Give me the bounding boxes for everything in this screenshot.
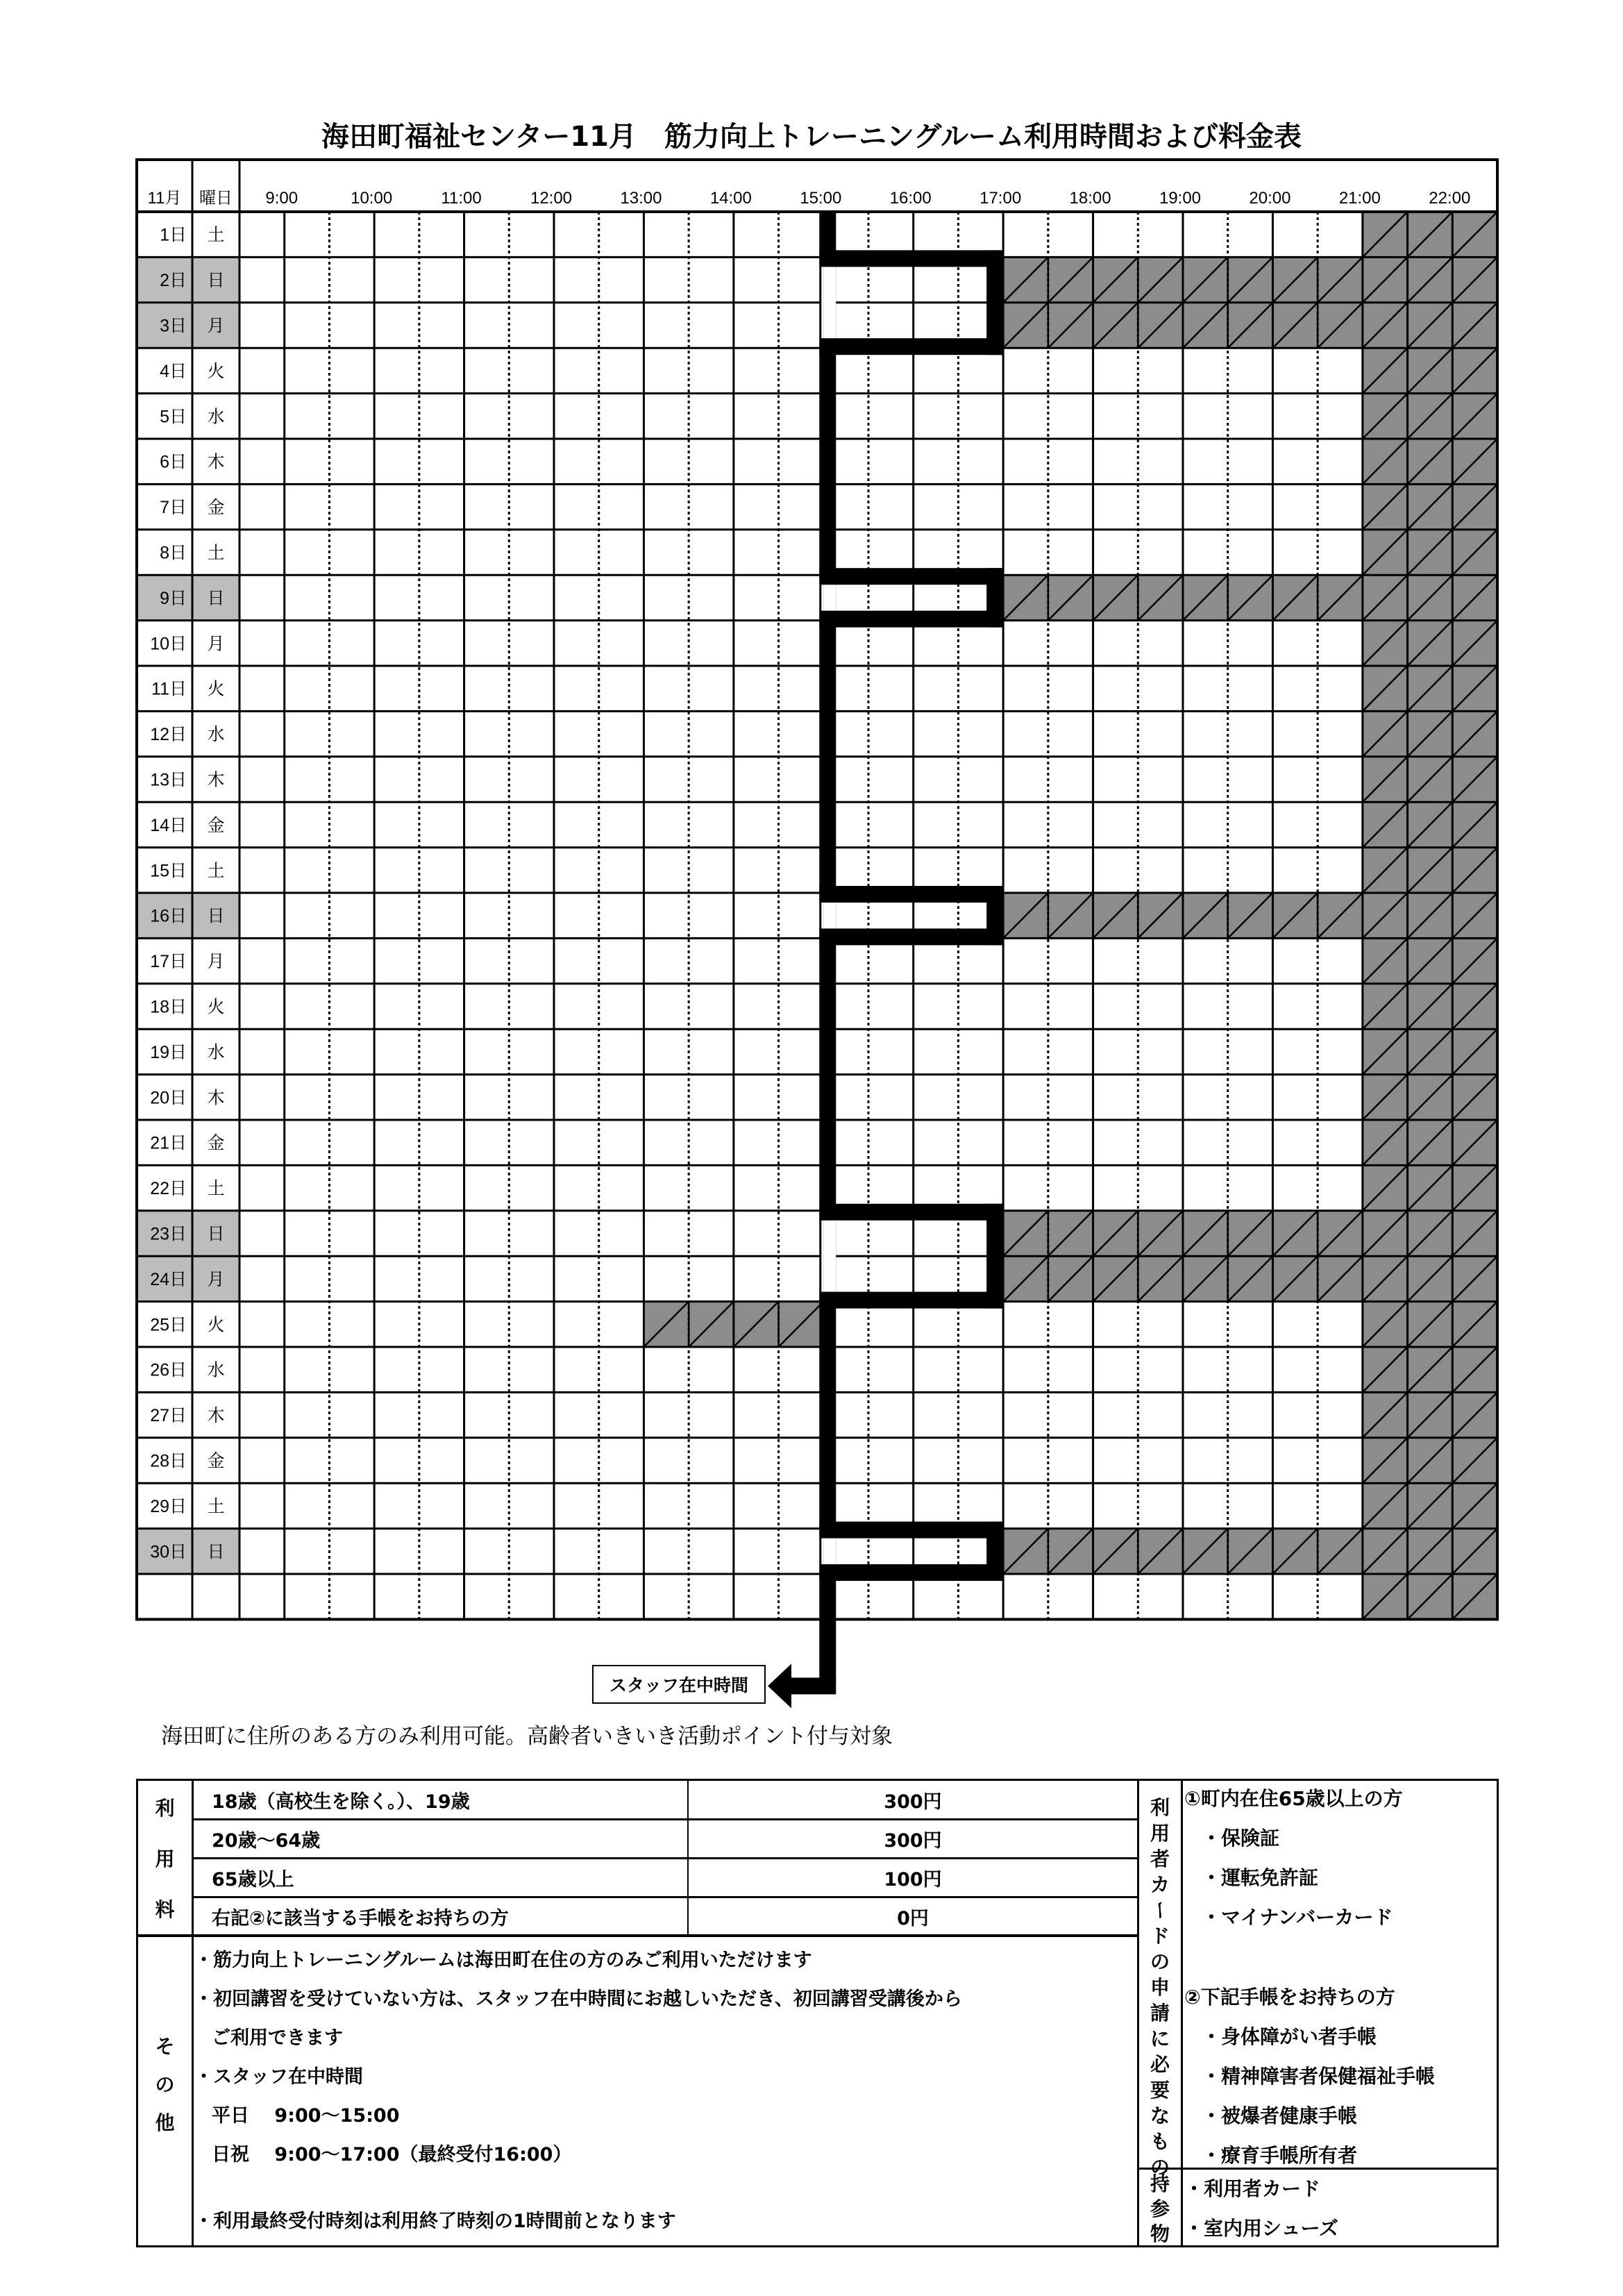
time-label: 14:00 xyxy=(709,189,752,208)
row-date: 22日 xyxy=(150,1179,187,1199)
other-line: ・初回講習を受けていない方は、スタッフ在中時間にお越しいただき、初回講習受講後から xyxy=(194,1988,962,2010)
other-line: ・利用最終受付時刻は利用終了時刻の1時間前となります xyxy=(194,2211,676,2232)
row-weekday: 金 xyxy=(207,1133,225,1153)
row-weekday: 火 xyxy=(207,997,225,1017)
row-date: 13日 xyxy=(150,770,187,790)
row-weekday: 火 xyxy=(207,1315,225,1335)
card-requirements-label xyxy=(1139,1795,1181,2180)
time-label: 13:00 xyxy=(620,189,662,208)
card-group2-item: ・身体障がい者手帳 xyxy=(1202,2025,1377,2048)
bring-item: ・室内用シューズ xyxy=(1184,2217,1339,2240)
fee-price: 300円 xyxy=(884,1830,942,1852)
card-group2-item: ・療育手帳所有者 xyxy=(1202,2144,1358,2167)
time-label: 18:00 xyxy=(1069,189,1111,208)
row-weekday: 日 xyxy=(207,271,225,291)
card-label-char: な xyxy=(1150,2104,1170,2127)
other-label-char: 他 xyxy=(155,2111,175,2134)
time-label: 22:00 xyxy=(1429,189,1471,208)
card-label-char: 要 xyxy=(1150,2079,1170,2102)
row-weekday: 土 xyxy=(207,1496,225,1516)
time-label: 9:00 xyxy=(265,189,298,208)
divider xyxy=(192,1779,194,2247)
fee-category: 右記②に該当する手帳をお持ちの方 xyxy=(212,1908,509,1929)
row-weekday: 火 xyxy=(207,361,225,381)
row-date: 3日 xyxy=(160,316,187,336)
time-label: 10:00 xyxy=(351,189,393,208)
fees-label-char: 料 xyxy=(155,1898,175,1922)
row-weekday: 月 xyxy=(207,316,225,336)
card-group2-item: ・被爆者健康手帳 xyxy=(1202,2104,1358,2127)
row-date: 15日 xyxy=(150,861,187,881)
time-label: 17:00 xyxy=(979,189,1022,208)
row-weekday: 土 xyxy=(207,225,225,245)
row-weekday: 日 xyxy=(207,1542,225,1562)
row-date: 11日 xyxy=(151,679,187,699)
fee-price: 300円 xyxy=(884,1791,942,1813)
card-label-char: 申 xyxy=(1150,1976,1170,1999)
time-label: 11:00 xyxy=(441,189,482,208)
card-label-char: 者 xyxy=(1150,1847,1170,1870)
row-date: 16日 xyxy=(150,906,187,926)
row-date: 9日 xyxy=(160,588,187,608)
card-group1-item: ・マイナンバーカード xyxy=(1202,1906,1393,1929)
bring-label-char: 持 xyxy=(1150,2172,1170,2195)
row-date: 10日 xyxy=(150,634,187,654)
card-label-char: 用 xyxy=(1150,1822,1170,1845)
other-line: 日祝 9:00～17:00（最終受付16:00） xyxy=(212,2144,572,2165)
divider xyxy=(1181,1779,1183,2247)
bring-label-char: 物 xyxy=(1150,2222,1170,2245)
other-line: 平日 9:00～15:00 xyxy=(212,2105,400,2127)
card-label-char: の xyxy=(1150,2156,1170,2179)
row-weekday: 水 xyxy=(207,725,225,745)
card-label-char: カ xyxy=(1150,1873,1170,1896)
time-label: 12:00 xyxy=(530,189,573,208)
bring-item: ・利用者カード xyxy=(1184,2177,1321,2200)
row-date: 17日 xyxy=(150,952,187,972)
row-weekday: 木 xyxy=(207,1406,225,1426)
row-date: 25日 xyxy=(150,1315,187,1335)
row-date: 29日 xyxy=(150,1496,187,1516)
bring-label-char: 参 xyxy=(1150,2197,1170,2220)
other-line: ご利用できます xyxy=(212,2027,343,2049)
header-weekday: 曜日 xyxy=(199,189,233,208)
row-date: 28日 xyxy=(150,1451,187,1471)
card-label-char: 必 xyxy=(1150,2053,1170,2076)
fees-label-char: 利 xyxy=(155,1796,175,1820)
fees-label-char: 用 xyxy=(155,1847,175,1870)
card-group2-title: ②下記手帳をお持ちの方 xyxy=(1184,1986,1395,2009)
card-label-char: に xyxy=(1150,2027,1170,2050)
fees-label xyxy=(138,1782,192,1934)
card-label-char: ー xyxy=(1148,1900,1172,1920)
card-label-char: 請 xyxy=(1150,2002,1170,2025)
other-label-char: の xyxy=(155,2073,175,2096)
row-date: 2日 xyxy=(160,271,187,291)
row-date: 14日 xyxy=(150,815,187,835)
row-weekday: 月 xyxy=(207,634,225,654)
row-weekday: 木 xyxy=(207,1088,225,1108)
row-weekday: 金 xyxy=(207,1451,225,1471)
row-date: 18日 xyxy=(150,997,187,1017)
fee-category: 65歳以上 xyxy=(212,1869,294,1891)
row-date: 21日 xyxy=(150,1133,187,1153)
row-weekday: 水 xyxy=(207,1042,225,1062)
row-date: 6日 xyxy=(160,452,187,472)
row-weekday: 火 xyxy=(207,679,225,699)
divider xyxy=(137,1934,1138,1937)
row-date: 5日 xyxy=(160,407,187,427)
time-label: 19:00 xyxy=(1159,189,1202,208)
card-group2-item: ・精神障害者保健福祉手帳 xyxy=(1202,2065,1436,2088)
row-weekday: 日 xyxy=(207,1224,225,1244)
eligibility-note: 海田町に住所のある方のみ利用可能。高齢者いきいき活動ポイント付与対象 xyxy=(161,1724,893,1749)
row-date: 24日 xyxy=(150,1269,187,1289)
header-month: 11月 xyxy=(147,189,182,208)
time-label: 15:00 xyxy=(800,189,842,208)
time-label: 21:00 xyxy=(1338,189,1381,208)
divider xyxy=(192,1857,1138,1859)
fee-price: 0円 xyxy=(897,1908,929,1929)
card-label-char: も xyxy=(1150,2130,1170,2153)
fee-price: 100円 xyxy=(884,1869,942,1891)
row-date: 20日 xyxy=(150,1088,187,1108)
row-date: 4日 xyxy=(160,361,187,381)
row-weekday: 木 xyxy=(207,770,225,790)
row-weekday: 日 xyxy=(207,906,225,926)
row-weekday: 土 xyxy=(207,861,225,881)
row-weekday: 月 xyxy=(207,952,225,972)
time-label: 20:00 xyxy=(1249,189,1291,208)
row-weekday: 土 xyxy=(207,543,225,563)
card-group1-item: ・保険証 xyxy=(1202,1827,1280,1850)
row-weekday: 金 xyxy=(207,498,225,518)
row-weekday: 日 xyxy=(207,588,225,608)
row-date: 12日 xyxy=(150,725,187,745)
card-label-char: 利 xyxy=(1150,1796,1170,1819)
other-label-char: そ xyxy=(155,2035,175,2058)
card-group1-title: ①町内在住65歳以上の方 xyxy=(1184,1787,1403,1810)
fee-category: 20歳～64歳 xyxy=(212,1830,321,1852)
time-label: 16:00 xyxy=(889,189,932,208)
card-label-char: ド xyxy=(1150,1925,1170,1947)
other-line: ・スタッフ在中時間 xyxy=(194,2066,363,2088)
fee-category: 18歳（高校生を除く。）、19歳 xyxy=(212,1791,470,1813)
row-weekday: 月 xyxy=(207,1269,225,1289)
row-date: 8日 xyxy=(160,543,187,563)
page-title: 海田町福祉センター11月 筋力向上トレーニングルーム利用時間および料金表 xyxy=(321,121,1302,153)
row-date: 1日 xyxy=(160,225,187,245)
row-date: 27日 xyxy=(150,1406,187,1426)
row-weekday: 金 xyxy=(207,815,225,835)
row-weekday: 水 xyxy=(207,1360,225,1380)
other-label xyxy=(138,2027,192,2142)
row-date: 23日 xyxy=(150,1224,187,1244)
row-date: 30日 xyxy=(150,1542,187,1562)
row-date: 19日 xyxy=(150,1042,187,1062)
row-weekday: 水 xyxy=(207,407,225,427)
row-date: 7日 xyxy=(160,498,187,518)
staff-hours-label: スタッフ在中時間 xyxy=(592,1665,766,1704)
bring-label xyxy=(1139,2172,1181,2247)
other-line: ・筋力向上トレーニングルームは海田町在住の方のみご利用いただけます xyxy=(194,1950,812,1971)
card-group1-item: ・運転免許証 xyxy=(1202,1866,1319,1889)
divider xyxy=(192,1896,1138,1898)
card-label-char: の xyxy=(1150,1950,1170,1973)
row-date: 26日 xyxy=(150,1360,187,1380)
divider xyxy=(192,1818,1138,1820)
row-weekday: 土 xyxy=(207,1179,225,1199)
row-weekday: 木 xyxy=(207,452,225,472)
